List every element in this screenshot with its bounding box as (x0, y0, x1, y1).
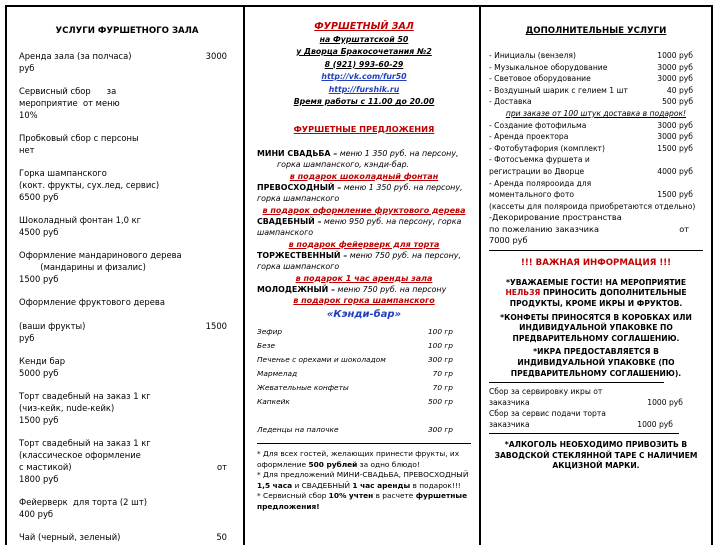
buffet-column (245, 7, 481, 545)
buffet-offers-title: ФУРШЕТНЫЕ ПРЕДЛОЖЕНИЯ (293, 123, 435, 134)
buffet-notes (257, 443, 471, 512)
venue-header (257, 21, 471, 109)
buffet-offer: СВАДЕБНЫЙ – меню 950 руб. на персону, горка шампанского в подарок фейерверк для торта (257, 216, 471, 250)
buffet-offers-list (257, 148, 471, 307)
important-caviar: *ИКРА ПРЕДОСТАВЛЯЕТСЯ В ИНДИВИДУАЛЬНОЙ УПАКОВКЕ (ПО ПРЕДВАРИТЕЛЬНОМУ СОГЛАШЕНИЮ). (510, 347, 682, 378)
cake-fee: Сбор за сервис подачи торта заказчика 1000 руб (489, 409, 673, 430)
extra-service-item: регистрации во Дворце 4000 руб (489, 166, 693, 176)
candy-bar-item: Мармелад 70 гр (257, 369, 453, 378)
offer-gift: в подарок шоколадный фонтан (289, 171, 439, 181)
extra-services-column (481, 7, 711, 545)
extra-services-list-2 (489, 120, 703, 201)
buffet-offer: ПРЕВОСХОДНЫЙ – меню 1 350 руб. на персону, горка шампанского в подарок оформление фруктового дерева (257, 182, 471, 216)
extra-service-item: - Доставка 500 руб (489, 97, 693, 107)
important-outside-food: *УВАЖАЕМЫЕ ГОСТИ! НА МЕРОПРИЯТИЕ НЕЛЬЗЯ ПРИНОСИТЬ ДОПОЛНИТЕЛЬНЫЕ ПРОДУКТЫ, КРОМЕ ИКРЫ И ФРУКТОВ. (505, 277, 687, 308)
venue-phone: 8 (921) 993-60-29 (324, 59, 404, 69)
hall-service-item: Оформление мандаринового дерева (мандарины и физалис) 1500 руб (19, 250, 182, 284)
delivery-note: при заказе от 100 штук доставка в подарок! (505, 108, 687, 118)
extra-service-item: - Фотобутафория (комплект) 1500 руб (489, 143, 693, 153)
candy-bar-title: «Кэнди-бар» (326, 309, 402, 320)
site-link[interactable]: http://furshik.ru (328, 84, 400, 94)
hall-services-title: УСЛУГИ ФУРШЕТНОГО ЗАЛА (55, 26, 199, 36)
extra-service-item: - Музыкальное оборудование 3000 руб (489, 62, 693, 72)
extra-service-item: - Воздушный шарик с гелием 1 шт 40 руб (489, 85, 693, 95)
extra-service-item: - Аренда полярооида для (489, 178, 592, 188)
hall-service-item: Горка шампанского (кокт. фрукты, сух.лед, сервис) 6500 руб (19, 168, 160, 202)
candy-bar-menu (257, 325, 471, 437)
hall-service-item: Пробковый сбор с персоны нет (19, 133, 139, 155)
venue-address-2: у Дворца Бракосочетания №2 (296, 47, 432, 56)
note-fruits: * Для всех гостей, желающих принести фрукты, их оформление 500 рублей за одно блюдо! (257, 449, 460, 469)
candy-bar-item: Капкейк 500 гр (257, 397, 453, 406)
hall-service-item: Фейерверк для торта (2 шт) 400 руб (19, 497, 147, 519)
buffet-offer: ТОРЖЕСТВЕННЫЙ – меню 750 руб. на персону, горка шампанского в подарок 1 час аренды зала (257, 250, 471, 284)
note-rent-gift: * Для предложений МИНИ-СВАДЬБА, ПРЕВОСХОДНЫЙ 1,5 часа и СВАДЕБНЫЙ 1 час аренды в подарок!!! (257, 470, 469, 490)
hall-services-list (19, 50, 235, 543)
hall-service-item: Торт свадебный на заказ 1 кг (классическое оформление с мастикой) от 1800 руб (19, 438, 227, 484)
extra-services-list (489, 50, 703, 108)
important-info-title: !!! ВАЖНАЯ ИНФОРМАЦИЯ !!! (520, 257, 672, 268)
price-sheet (5, 5, 713, 545)
candy-bar-item: Зефир 100 гр (257, 327, 453, 336)
offer-gift: в подарок фейерверк для торта (288, 239, 440, 249)
candy-bar-item (257, 409, 471, 423)
decor-service: -Декорирование пространства по пожеланию заказчика от 7000 руб (489, 212, 689, 246)
hall-service-item: Сервисный сбор за мероприятие от меню 10% (19, 86, 120, 120)
hall-service-item: Чай (черный, зеленый) 50 (19, 532, 227, 542)
candy-bar-item: Леденцы на палочке 300 гр (257, 425, 453, 434)
vk-link[interactable]: http://vk.com/fur50 (321, 72, 407, 81)
buffet-offer: МИНИ СВАДЬБА – меню 1 350 руб. на персону, горка шампанского, кэнди-бар. в подарок шоколадный фонтан (257, 148, 471, 182)
hall-service-item: Кенди бар 5000 руб (19, 356, 66, 378)
extra-service-item: - Световое оборудование 3000 руб (489, 74, 693, 84)
important-candy: *КОНФЕТЫ ПРИНОСЯТСЯ В КОРОБКАХ ИЛИ ИНДИВИДУАЛЬНОЙ УПАКОВКЕ ПО ПРЕДВАРИТЕЛЬНОМУ СОГЛАШЕНИЮ. (500, 312, 692, 343)
venue-hours: Время работы с 11.00 до 20.00 (293, 97, 435, 106)
offer-gift: в подарок оформление фруктового дерева (262, 205, 466, 215)
hall-service-item: Торт свадебный на заказ 1 кг (чиз-кейк, nude-кейк) 1500 руб (19, 391, 151, 425)
candy-bar-item: Печенье с орехами и шоколадом 300 гр (257, 355, 453, 364)
extra-service-item: - Фотосъемка фуршета и (489, 155, 590, 165)
offer-gift: в подарок 1 час аренды зала (295, 273, 433, 283)
extra-service-item: - Создание фотофильма 3000 руб (489, 120, 693, 130)
extra-services-title: ДОПОЛНИТЕЛЬНЫЕ УСЛУГИ (525, 26, 667, 36)
hall-service-item: Оформление фруктового дерева (ваши фрукты) 1500 руб (19, 297, 227, 343)
buffet-offer: МОЛОДЕЖНЫЙ – меню 750 руб. на персону в подарок горка шампанского (257, 284, 471, 307)
candy-bar-item: Жевательные конфеты 70 гр (257, 383, 453, 392)
offer-gift: в подарок горка шампанского (293, 296, 435, 305)
hall-service-item: Аренда зала (за полчаса) 3000 руб (19, 51, 227, 73)
note-service-fee: * Сервисный сбор 10% учтен в расчете фуршетные предложения! (257, 491, 468, 511)
venue-address-1: на Фурштатской 50 (319, 34, 409, 44)
important-alcohol: *АЛКОГОЛЬ НЕОБХОДИМО ПРИВОЗИТЬ В ЗАВОДСКОЙ СТЕКЛЯННОЙ ТАРЕ С НАЛИЧИЕМ АКЦИЗНОЙ МАРКИ. (494, 440, 698, 471)
extra-service-item: - Инициалы (вензеля) 1000 руб (489, 51, 693, 60)
caviar-fee: Сбор за сервировку икры от заказчика 1000 руб (489, 387, 683, 408)
hall-services-column (7, 7, 245, 545)
polaroid-note: (кассеты для поляроида приобретаются отдельно) (489, 201, 696, 211)
hall-service-item: Шоколадный фонтан 1,0 кг 4500 руб (19, 215, 142, 237)
extra-service-item: - Аренда проектора 3000 руб (489, 132, 693, 142)
candy-bar-item: Безе 100 гр (257, 341, 453, 350)
venue-title: ФУРШЕТНЫЙ ЗАЛ (314, 21, 414, 32)
extra-service-item: моментального фото 1500 руб (489, 190, 693, 200)
